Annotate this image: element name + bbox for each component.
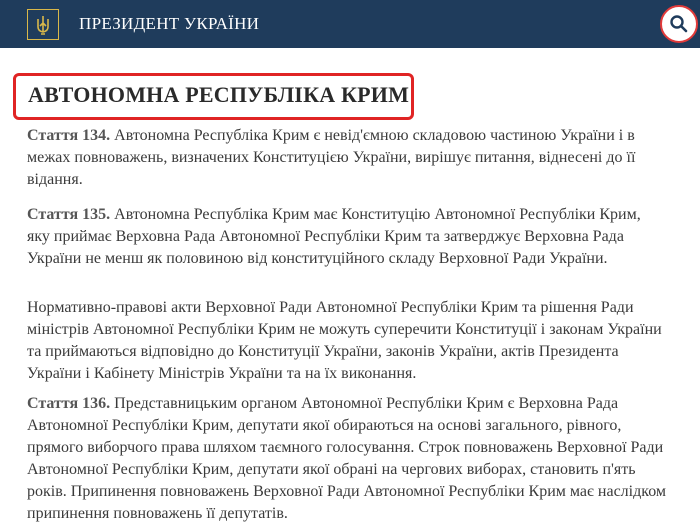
article-text: Автономна Республіка Крим є невід'ємною складовою частиною України і в межах повноважень, визначених Конституцією України, вирішує питання, віднесені до її відання. bbox=[27, 127, 636, 188]
site-header bbox=[0, 0, 700, 48]
article-text: Представницьким органом Автономної Республіки Крим є Верховна Рада Автономної Республіки Крим, депутати якої обираються на основі загального, рівного, прямого виборчого права шляхом таємного голосування. Строк повноважень Верховної Ради Автономної Республіки Крим, депутати якої обрані на чергових виборах, становить п'ять років. Припинення повноважень Верховної Ради Автономної Республіки Крим має наслідком припинення повноважень її депутатів. bbox=[27, 395, 667, 522]
article-paragraph bbox=[27, 393, 667, 525]
article-text: Нормативно-правові акти Верховної Ради Автономної Республіки Крим та рішення Ради міністрів Автономної Республіки Крим не можуть суперечити Конституції і законам України та приймаються відповідно до Конституції України, законів України, актів Президента України і Кабінету Міністрів України та на їх виконання. bbox=[27, 299, 662, 382]
search-icon bbox=[669, 14, 689, 34]
article-paragraph bbox=[27, 204, 667, 270]
page-title: АВТОНОМНА РЕСПУБЛІКА КРИМ bbox=[28, 82, 410, 107]
trident-icon[interactable] bbox=[27, 9, 59, 40]
site-title[interactable]: ПРЕЗИДЕНТ УКРАЇНИ bbox=[79, 14, 260, 33]
article-label: Стаття 134. bbox=[27, 127, 111, 144]
article-label: Стаття 135. bbox=[27, 206, 111, 223]
article-label: Стаття 136. bbox=[27, 395, 111, 412]
search-button[interactable] bbox=[660, 5, 698, 43]
article-text: Автономна Республіка Крим має Конституцію Автономної Республіки Крим, яку приймає Верховна Рада Автономної Республіки Крим та затверджує Верховна Рада України не менш як половиною від конституційного складу Верховної Ради України. bbox=[27, 206, 641, 267]
article-paragraph bbox=[27, 297, 667, 385]
article-paragraph bbox=[27, 125, 667, 191]
